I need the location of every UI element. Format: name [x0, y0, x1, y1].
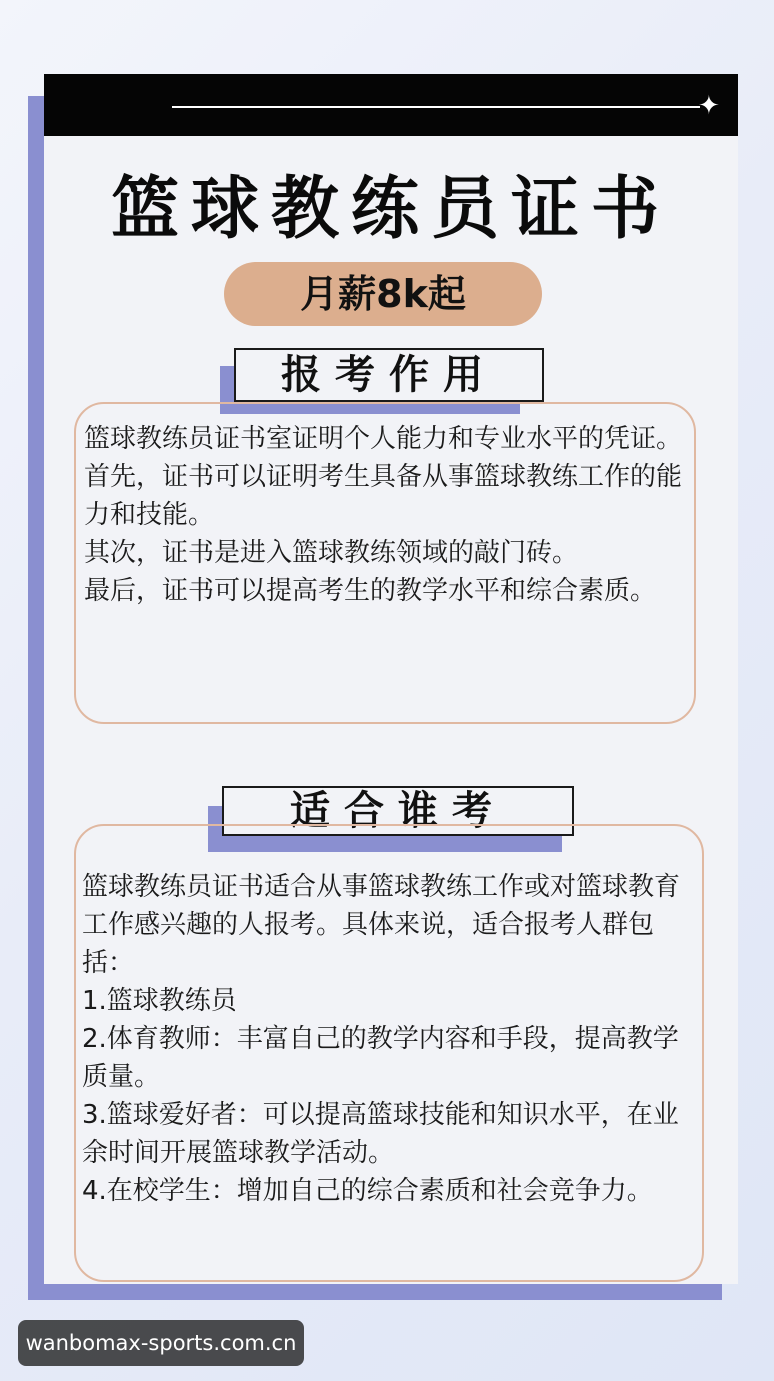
section1-heading: 报考作用	[234, 348, 544, 402]
sparkle-icon: ✦	[698, 91, 720, 121]
list-item: 1.篮球教练员	[82, 986, 237, 1016]
top-bar	[44, 74, 738, 136]
section2-intro: 篮球教练员证书适合从事篮球教练工作或对篮球教育工作感兴趣的人报考。具体来说，适合报考人群包括：	[82, 872, 681, 978]
poster-card	[44, 74, 738, 1284]
list-item: 3.篮球爱好者：可以提高篮球技能和知识水平，在业余时间开展篮球教学活动。	[82, 1100, 679, 1168]
section1-paragraph: 其次，证书是进入篮球教练领域的敲门砖。	[84, 538, 579, 568]
top-bar-line	[172, 106, 700, 108]
section2-heading: 适合谁考	[222, 786, 574, 836]
section2-text	[82, 868, 682, 1210]
section1-paragraph: 篮球教练员证书室证明个人能力和专业水平的凭证。首先，证书可以证明考生具备从事篮球教练工作的能力和技能。	[84, 424, 683, 530]
page-title: 篮球教练员证书	[110, 170, 671, 249]
section1-text	[84, 420, 684, 610]
section1-paragraph: 最后，证书可以提高考生的教学水平和综合素质。	[84, 576, 657, 606]
list-item: 2.体育教师：丰富自己的教学内容和手段，提高教学质量。	[82, 1024, 679, 1092]
watermark-url: wanbomax-sports.com.cn	[18, 1320, 304, 1366]
salary-badge: 月薪8k起	[224, 262, 542, 326]
list-item: 4.在校学生：增加自己的综合素质和社会竞争力。	[82, 1176, 653, 1206]
